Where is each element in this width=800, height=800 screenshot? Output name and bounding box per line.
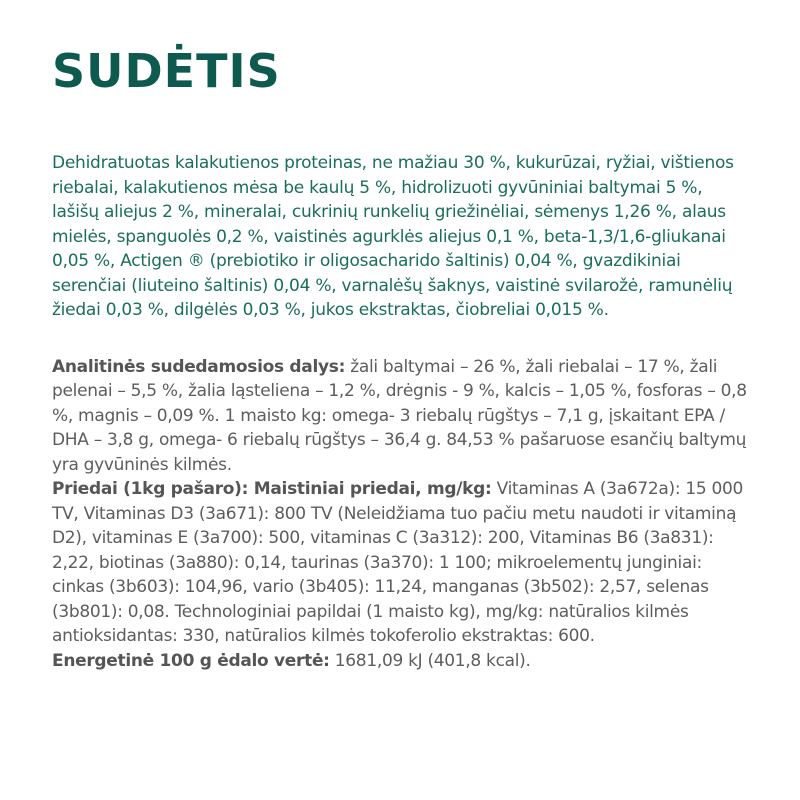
analytical-label: Analitinės sudedamosios dalys:	[52, 356, 346, 377]
analytical-text: žali baltymai – 26 %, žali riebalai – 17 %, žali pelenai – 5,5 %, žalia ląsteliena – 1,2 %, drėgnis - 9 %, kalcis – 1,05 %, fosforas – 0,8 %, magnis – 0,09 %. 1 maisto kg: omega- 3 riebalų rūgštys – 7,1 g, įskaitant EPA / DHA – 3,8 g, omega- 6 riebalų rūgštys – 36,4 g. 84,53 % pašaruose esančių baltymų yra gyvūninės kilmės.	[52, 356, 747, 475]
analytical-section	[52, 355, 752, 674]
energy-label: Energetinė 100 g ėdalo vertė:	[52, 650, 330, 671]
page-title: SUDĖTIS	[52, 44, 281, 98]
additives	[52, 477, 752, 649]
energy-text: 1681,09 kJ (401,8 kcal).	[329, 650, 531, 671]
additives-text: Vitaminas A (3a672a): 15 000 TV, Vitaminas D3 (3a671): 800 TV (Neleidžiama tuo pačiu metu naudoti ir vitaminą D2), vitaminas E (3a700): 500, vitaminas C (3a312): 200, Vitaminas B6 (3a831): 2,22, biotinas (3a880): 0,14, taurinas (3a370): 1 100; mikroelementų junginiai: cinkas (3b603): 104,96, vario (3b405): 11,24, manganas (3b502): 2,57, selenas (3b801): 0,08. Technologiniai papildai (1 maisto kg), mg/kg: natūralios kilmės antioksidantas: 330, natūralios kilmės tokoferolio ekstraktas: 600.	[52, 479, 744, 646]
analytical-constituents	[52, 355, 752, 478]
ingredients-paragraph: Dehidratuotas kalakutienos proteinas, ne mažiau 30 %, kukurūzai, ryžiai, vištienos riebalai, kalakutienos mėsa be kaulų 5 %, hidrolizuoti gyvūniniai baltymai 5 %, lašišų aliejus 2 %, mineralai, cukrinių runkelių griežinėliai, sėmenys 1,26 %, alaus mielės, spanguolės 0,2 %, vaistinės agurklės aliejus 0,1 %, beta-1,3/1,6-gliukanai 0,05 %, Actigen ® (prebiotiko ir oligosacharido šaltinis) 0,04 %, gvazdikiniai serenčiai (liuteino šaltinis) 0,04 %, varnalėšų šaknys, vaistinė svilarožė, ramunėlių žiedai 0,03 %, dilgėlės 0,03 %, jukos ekstraktas, čiobreliai 0,015 %.	[52, 153, 734, 320]
energy-value	[52, 649, 752, 674]
additives-label: Priedai (1kg pašaro): Maistiniai priedai, mg/kg:	[52, 479, 492, 499]
product-composition	[52, 40, 752, 673]
